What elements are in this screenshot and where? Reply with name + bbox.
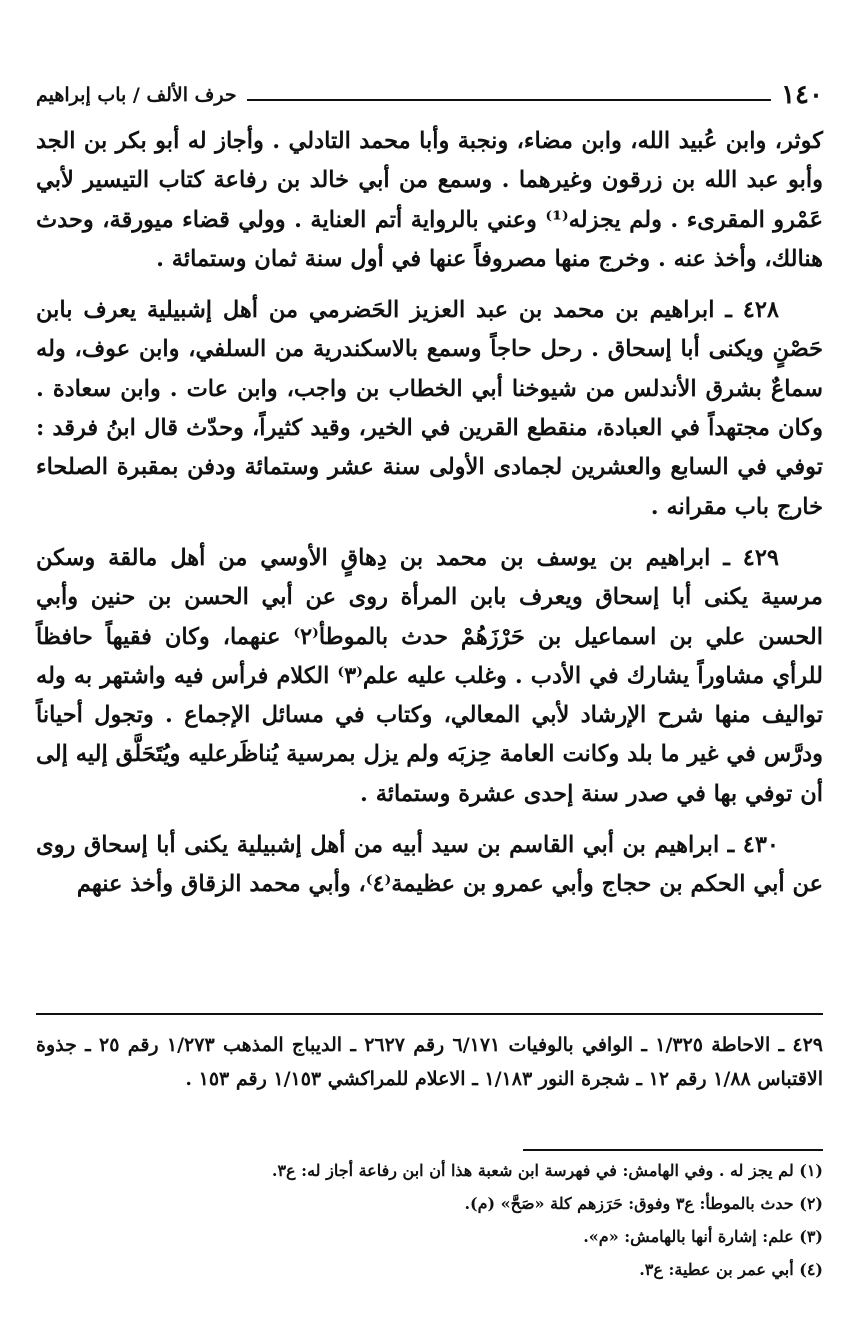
main-text — [36, 122, 823, 917]
footnote-divider — [36, 1013, 823, 1015]
footnote-3: (٣) علم: إشارة أنها بالهامش: «م». — [583, 1227, 823, 1246]
footnote-4: (٤) أبي عمر بن عطية: ع٣. — [639, 1260, 823, 1279]
footnote-1: (١) لم يجز له . وفي الهامش: في فهرسة ابن شعبة هذا أن ابن رفاعة أجاز له: ع٣. — [271, 1161, 823, 1180]
entry-429: ٤٢٩ ـ ابراهيم بن يوسف بن محمد بن دِهاقٍ الأوسي من أهل مالقة وسكن مرسية يكنى أبا إسحاق ويعرف بابن المرأة روى عن أبي الحسن بن حنين وأبي الحسن علي بن اسماعيل بن حَرْزَهُمْ حدث بالموطأ⁽٢⁾ عنهما، وكان فقيهاً حافظاً للرأي مشاوراً يشارك في الأدب . وغلب عليه علم⁽٣⁾ الكلام فرأس فيه واشتهر به وله تواليف منها شرح الإرشاد لأبي المعالي، وكتاب في مسائل الإجماع . وتجول أحياناً ودرَّس في غير ما بلد وكانت العامة حِزبَه ولم يزل بمرسية يُناظَرعليه ويُتَحَلَّق إليه إلى أن توفي بها في صدر سنة إحدى عشرة وستمائة . — [36, 544, 823, 807]
paragraph-continuation: كوثر، وابن عُبيد الله، وابن مضاء، ونجبة وأبا محمد التادلي . وأجاز له أبو بكر بن الجد وأبو عبد الله بن زرقون وغيرهما . وسمع من أبي خالد بن رفاعة كتاب التيسير لأبي عَمْرو المقرىء . ولم يجزله⁽¹⁾ وعني بالرواية أتم العناية . وولي قضاء ميورقة، وحدث هنالك، وأخذ عنه . وخرج منها مصروفاً عنها في أول سنة ثمان وستمائة . — [36, 128, 824, 272]
running-title: حرف الألف / باب إبراهيم — [36, 84, 237, 106]
sources-note: ٤٢٩ ـ الاحاطة ١/٣٢٥ ـ الوافي بالوفيات ٦/١٧١ رقم ٢٦٢٧ ـ الديباج المذهب ١/٢٧٣ رقم ٢٥ ـ جذوة الاقتباس ١/٨٨ رقم ١٢ ـ شجرة النور ١/١٨٣ ـ الاعلام للمراكشي ١/١٥٣ رقم ١٥٣ . — [36, 1034, 824, 1090]
header-rule — [247, 99, 772, 101]
page-number: ١٤٠ — [781, 80, 823, 110]
footnote-2: (٢) حدث بالموطأ: ع٣ وفوق: حَرَزهم كلة «صَحَّ» (م). — [464, 1194, 823, 1213]
footnote-short-divider — [523, 1149, 823, 1151]
entry-430: ٤٣٠ ـ ابراهيم بن أبي القاسم بن سيد أبيه من أهل إشبيلية يكنى أبا إسحاق روى عن أبي الحكم بن حجاج وأبي عمرو بن عظيمة⁽٤⁾، وأبي محمد الزقاق وأخذ عنهم — [36, 832, 823, 898]
footnotes — [36, 1154, 823, 1286]
entry-428: ٤٢٨ ـ ابراهيم بن محمد بن عبد العزيز الحَضرمي من أهل إشبيلية يعرف بابن حَصْنٍ ويكنى أبا إسحاق . رحل حاجاً وسمع بالاسكندرية من السلفي، وابن عوف، وله سماعٌ بشرق الأندلس من شيوخنا أبي الخطاب بن واجب، وابن عات . وابن سعادة . وكان مجتهداً في العبادة، منقطع القرين في الخير، وقيد كثيراً، وحدّث قال ابنُ فرقد : توفي في السابع والعشرين لجمادى الأولى سنة عشر وستمائة ودفن بمقبرة الصلحاء خارج باب مقرانه . — [36, 297, 823, 520]
page-header — [36, 78, 823, 108]
